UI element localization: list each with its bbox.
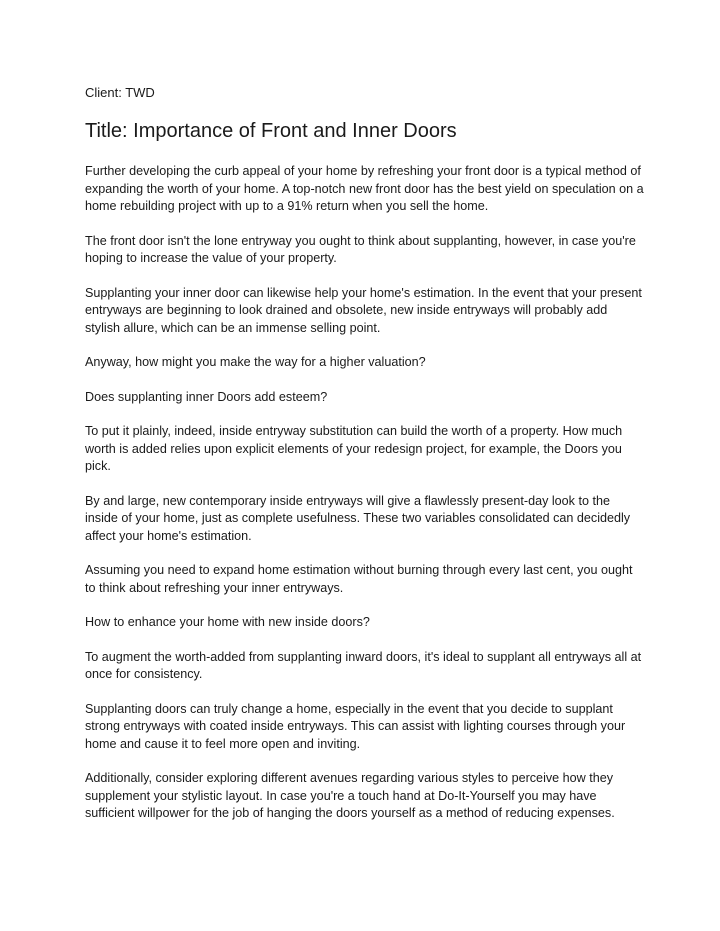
- paragraph: To augment the worth-added from supplanting inward doors, it's ideal to supplant all entryways all at once for consistency.: [85, 649, 642, 681]
- paragraph: Additionally, consider exploring different avenues regarding various styles to perceive how they supplement your stylistic layout. In case you're a touch hand at Do-It-Yourself you may have sufficient willpower for the job of hanging the doors yourself as a method of reducing expenses.: [85, 771, 615, 820]
- paragraph: By and large, new contemporary inside entryways will give a flawlessly present-day look to the inside of your home, just as complete usefulness. These two variables consolidated can decidedly affect your home's estimation.: [85, 493, 631, 543]
- paragraph: How to enhance your home with new inside doors?: [85, 615, 370, 629]
- document-title: Title: Importance of Front and Inner Doors: [85, 120, 457, 142]
- paragraph: Does supplanting inner Doors add esteem?: [85, 389, 328, 404]
- paragraph: Supplanting doors can truly change a home, especially in the event that you decide to supplant strong entryways with coated inside entryways. This can assist with lighting courses through your home and cause it to feel more open and inviting.: [85, 701, 626, 751]
- document-body: [85, 163, 645, 840]
- paragraph: Assuming you need to expand home estimation without burning through every last cent, you ought to think about refreshing your inner entryways.: [85, 563, 633, 595]
- paragraph: The front door isn't the lone entryway you ought to think about supplanting, however, in case you're hoping to increase the value of your property.: [85, 233, 636, 265]
- paragraph: To put it plainly, indeed, inside entryway substitution can build the worth of a property. How much worth is added relies upon explicit elements of your redesign project, for example, the Doors you pick.: [85, 424, 623, 473]
- client-line: Client: TWD: [85, 85, 155, 100]
- paragraph: Anyway, how might you make the way for a higher valuation?: [85, 355, 426, 369]
- paragraph: Supplanting your inner door can likewise help your home's estimation. In the event that your present entryways are beginning to look drained and obsolete, new inside entryways will probably add stylish allure, which can be an immense selling point.: [85, 285, 642, 335]
- paragraph: Further developing the curb appeal of your home by refreshing your front door is a typical method of expanding the worth of your home. A top-notch new front door has the best yield on speculation on a home rebuilding project with up to a 91% return when you sell the home.: [85, 164, 644, 213]
